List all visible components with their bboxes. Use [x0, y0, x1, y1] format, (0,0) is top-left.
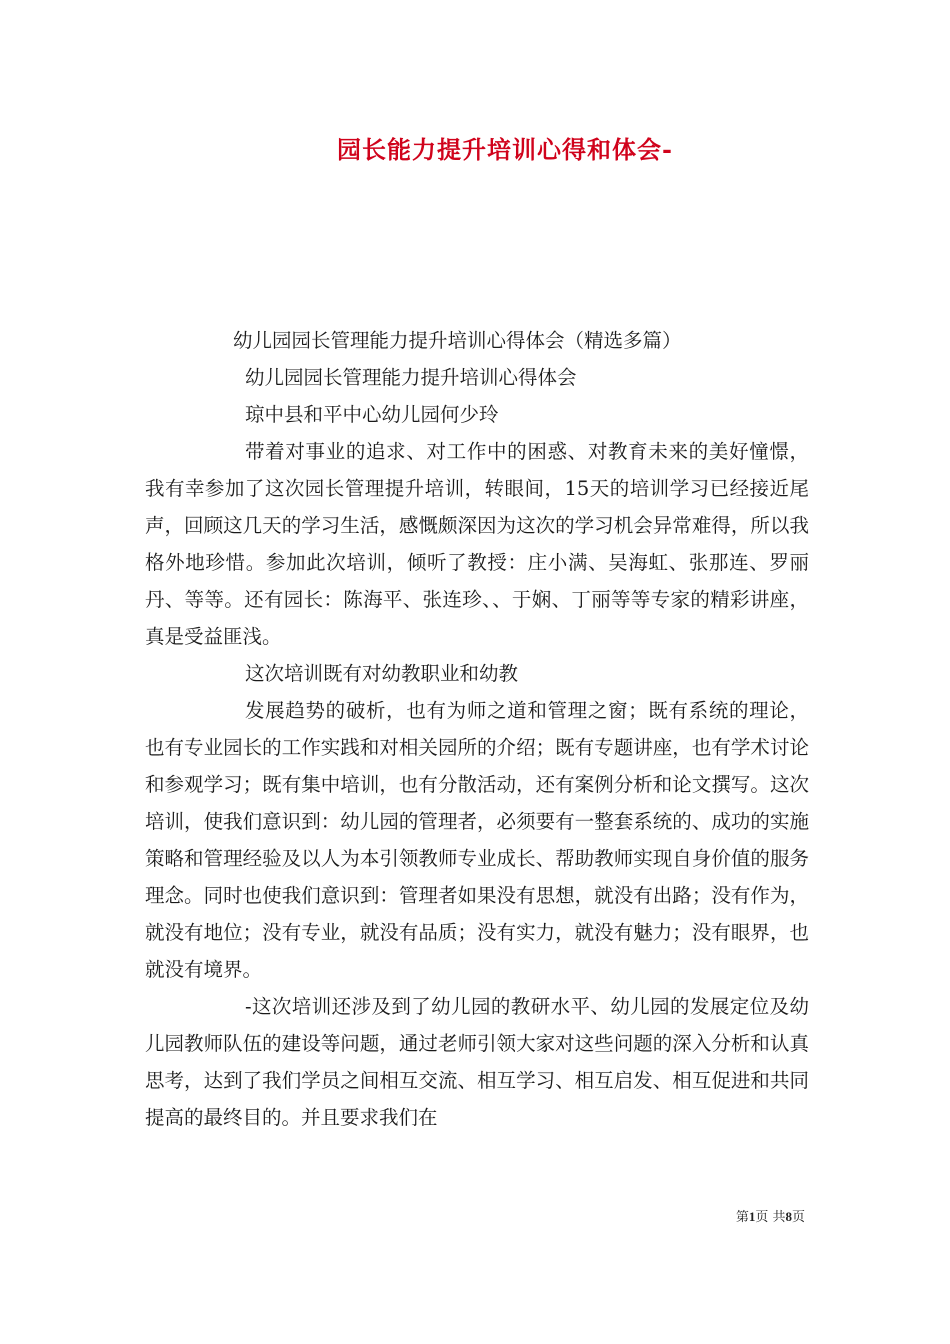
- page-number-footer: [736, 1206, 805, 1225]
- document-body: [145, 322, 809, 1136]
- paragraph-3: 发展趋势的破析，也有为师之道和管理之窗；既有系统的理论，也有专业园长的工作实践和对相关园所的介绍；既有专题讲座，也有学术讨论和参观学习；既有集中培训，也有分散活动，还有案例分析和论文撰写。这次培训，使我们意识到：幼儿园的管理者，必须要有一整套系统的、成功的实施策略和管理经验及以人为本引领教师专业成长、帮助教师实现自身价值的服务理念。同时也使我们意识到：管理者如果没有思想，就没有出路；没有作为，就没有地位；没有专业，就没有品质；没有实力，就没有魅力；没有眼界，也就没有境界。: [145, 699, 809, 981]
- document-heading: 幼儿园园长管理能力提升培训心得体会: [245, 366, 577, 389]
- footer-prefix: 第: [735, 1210, 749, 1225]
- footer-total-pages: 8: [785, 1209, 792, 1224]
- document-title: 园长能力提升培训心得和体会-: [337, 135, 673, 164]
- footer-current-page: 1: [748, 1209, 756, 1224]
- paragraph-1: 带着对事业的追求、对工作中的困惑、对教育未来的美好憧憬，我有幸参加了这次园长管理提升培训，转眼间，15天的培训学习已经接近尾声，回顾这几天的学习生活，感慨颇深因为这次的学习机会异常难得，所以我格外地珍惜。参加此次培训，倾听了教授：庄小满、吴海虹、张那连、罗丽丹、等等。还有园长：陈海平、张连珍、、于娴、丁丽等等专家的精彩讲座，真是受益匪浅。: [145, 440, 809, 648]
- paragraph-2: 这次培训既有对幼教职业和幼教: [245, 662, 519, 685]
- document-subtitle: 幼儿园园长管理能力提升培训心得体会（精选多篇）: [233, 329, 682, 352]
- document-author: 琼中县和平中心幼儿园何少玲: [245, 403, 499, 426]
- footer-middle: 页 共: [755, 1210, 786, 1225]
- footer-suffix: 页: [791, 1210, 805, 1225]
- paragraph-4: -这次培训还涉及到了幼儿园的教研水平、幼儿园的发展定位及幼儿园教师队伍的建设等问题，通过老师引领大家对这些问题的深入分析和认真思考，达到了我们学员之间相互交流、相互学习、相互启发、相互促进和共同提高的最终目的。并且要求我们在: [145, 995, 809, 1129]
